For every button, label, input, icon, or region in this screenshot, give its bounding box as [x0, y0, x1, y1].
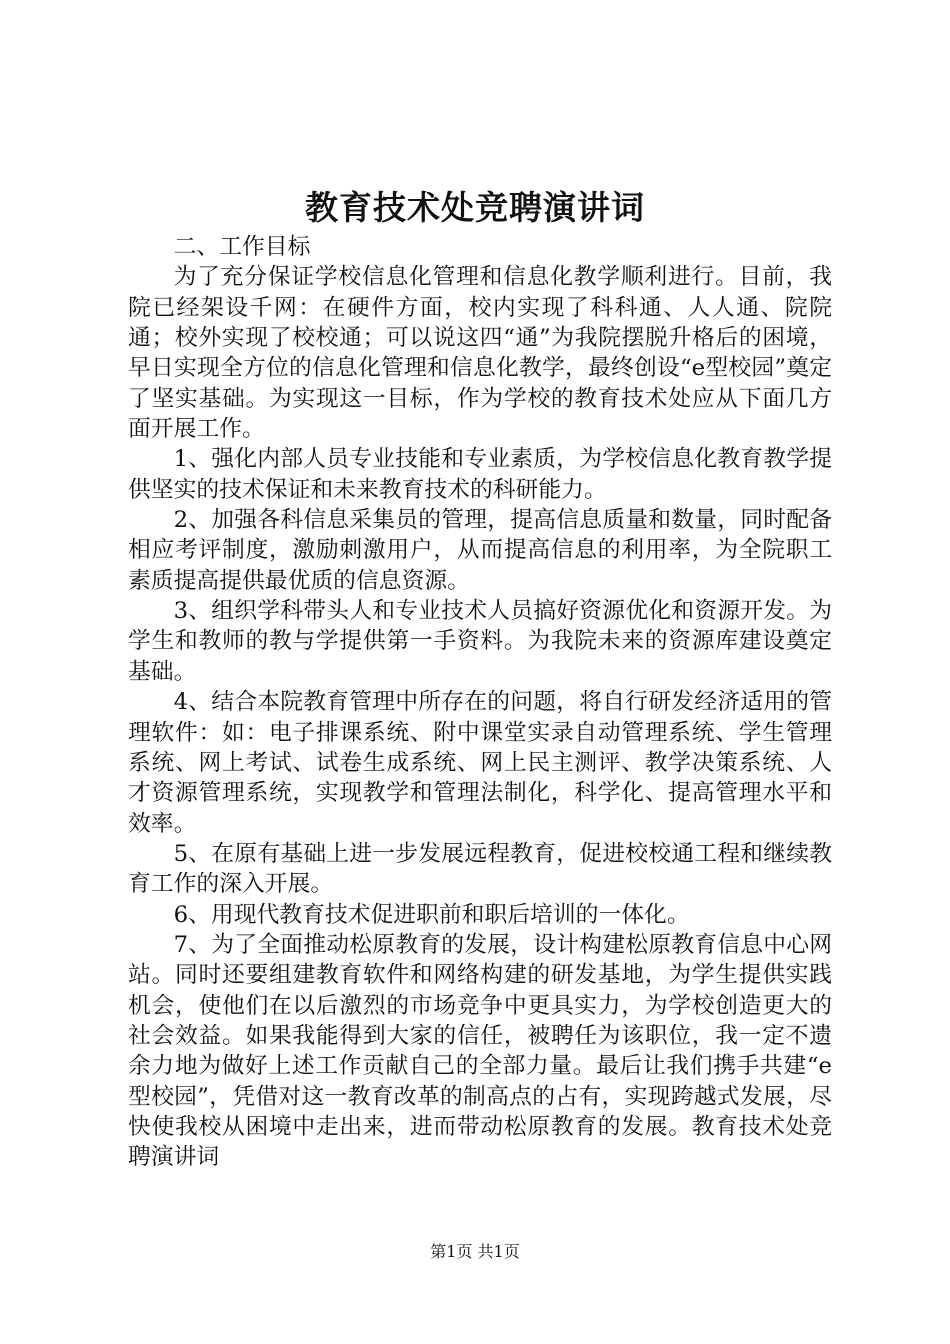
section-heading: 二、工作目标	[173, 234, 311, 260]
paragraph-intro: 为了充分保证学校信息化管理和信息化教学顺利进行。目前，我院已经架设千网：在硬件方面，校内实现了科科通、人人通、院院通；校外实现了校校通；可以说这四“通”为我院摆脱升格后的困境，早日实现全方位的信息化管理和信息化教学，最终创设“e型校园”奠定了坚实基础。为实现这一目标，作为学校的教育技术处应从下面几方面开展工作。	[128, 264, 832, 443]
paragraph-item-4: 4、结合本院教育管理中所存在的问题，将自行研发经济适用的管理软件：如：电子排课系统、附中课堂实录自动管理系统、学生管理系统、网上考试、试卷生成系统、网上民主测评、教学决策系统、人才资源管理系统，实现教学和管理法制化，科学化、提高管理水平和效率。	[128, 689, 832, 837]
document-body	[128, 232, 832, 1173]
paragraph-item-1: 1、强化内部人员专业技能和专业素质，为学校信息化教育教学提供坚实的技术保证和未来教育技术的科研能力。	[128, 446, 832, 503]
paragraph-item-7: 7、为了全面推动松原教育的发展，设计构建松原教育信息中心网站。同时还要组建教育软件和网络构建的研发基地，为学生提供实践机会，使他们在以后激烈的市场竞争中更具实力，为学校创造更大的社会效益。如果我能得到大家的信任，被聘任为该职位，我一定不遗余力地为做好上述工作贡献自己的全部力量。最后让我们携手共建“e型校园”，凭借对这一教育改革的制高点的占有，实现跨越式发展，尽快使我校从困境中走出来，进而带动松原教育的发展。教育技术处竞聘演讲词	[128, 931, 832, 1171]
paragraph-item-5: 5、在原有基础上进一步发展远程教育，促进校校通工程和继续教育工作的深入开展。	[128, 840, 832, 898]
paragraph-item-6: 6、用现代教育技术促进职前和职后培训的一体化。	[173, 901, 690, 928]
document-title: 教育技术处竞聘演讲词	[305, 188, 645, 227]
paragraph-item-3: 3、组织学科带头人和专业技术人员搞好资源优化和资源开发。为学生和教师的教与学提供第一手资料。为我院未来的资源库建设奠定基础。	[128, 598, 832, 685]
page-number-footer: 第1页 共1页	[430, 1242, 520, 1261]
paragraph-item-2: 2、加强各科信息采集员的管理，提高信息质量和数量，同时配备相应考评制度，激励刺激用户，从而提高信息的利用率，为全院职工素质提高提供最优质的信息资源。	[128, 507, 832, 594]
